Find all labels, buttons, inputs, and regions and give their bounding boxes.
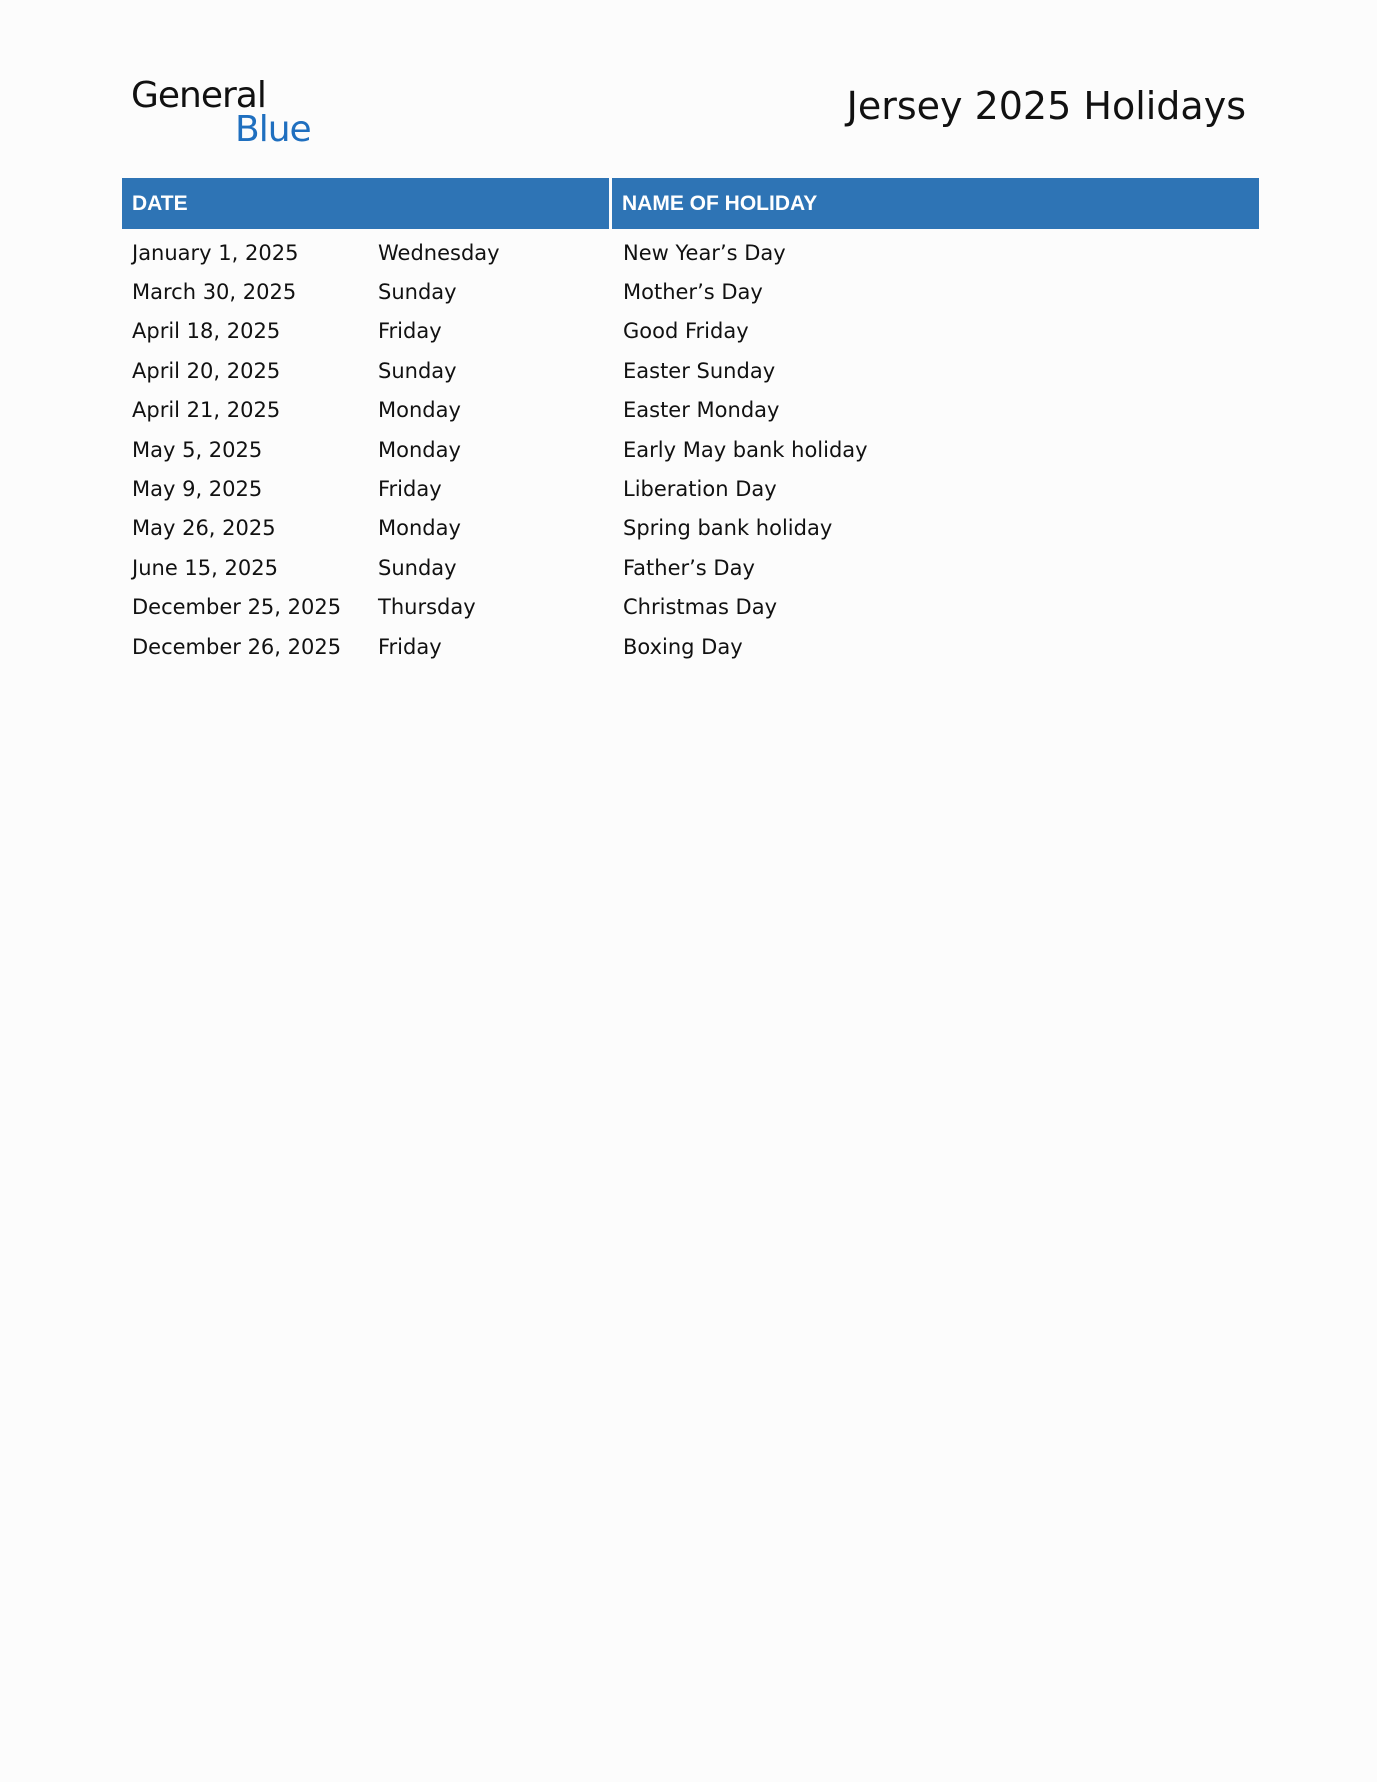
table-row <box>122 469 1259 508</box>
holiday-name: Easter Monday <box>623 398 780 423</box>
holiday-name: Spring bank holiday <box>623 516 833 541</box>
table-row <box>122 272 1259 311</box>
table-row <box>122 233 1259 272</box>
table-row <box>122 588 1259 627</box>
holiday-name-column-header: NAME OF HOLIDAY <box>612 178 1259 229</box>
holiday-date: December 25, 2025 <box>132 595 342 620</box>
holiday-weekday: Sunday <box>378 358 457 383</box>
table-row <box>122 548 1259 587</box>
holiday-date: May 26, 2025 <box>132 516 276 541</box>
holiday-weekday: Wednesday <box>378 240 500 265</box>
holiday-date: April 21, 2025 <box>132 398 281 423</box>
holiday-weekday: Sunday <box>378 555 457 580</box>
holiday-date: December 26, 2025 <box>132 634 342 659</box>
table-body <box>122 233 1259 666</box>
holiday-name: Christmas Day <box>623 595 778 620</box>
table-row <box>122 312 1259 351</box>
logo-blue-text: Blue <box>235 109 311 150</box>
table-row <box>122 509 1259 548</box>
holiday-weekday: Sunday <box>378 280 457 305</box>
holiday-date: April 18, 2025 <box>132 319 281 344</box>
logo-general-text: General <box>131 75 266 116</box>
holiday-weekday: Friday <box>378 634 442 659</box>
holiday-date: March 30, 2025 <box>132 280 297 305</box>
holiday-name: Early May bank holiday <box>623 437 868 462</box>
holiday-weekday: Monday <box>378 398 461 423</box>
holiday-name: Father’s Day <box>623 555 755 580</box>
holiday-date: May 9, 2025 <box>132 477 263 502</box>
holiday-table <box>122 178 1259 666</box>
date-column-header: DATE <box>122 178 609 229</box>
holiday-date: May 5, 2025 <box>132 437 263 462</box>
table-header <box>122 178 1259 229</box>
table-row <box>122 430 1259 469</box>
holiday-date: June 15, 2025 <box>132 555 278 580</box>
table-row <box>122 351 1259 390</box>
holiday-name: Good Friday <box>623 319 749 344</box>
generalblue-logo <box>131 75 331 150</box>
table-row <box>122 391 1259 430</box>
holiday-date: January 1, 2025 <box>132 240 299 265</box>
table-row <box>122 627 1259 666</box>
holiday-weekday: Thursday <box>378 595 476 620</box>
holiday-date: April 20, 2025 <box>132 358 281 383</box>
holiday-name: Easter Sunday <box>623 358 776 383</box>
holiday-weekday: Friday <box>378 477 442 502</box>
holiday-name: Mother’s Day <box>623 280 763 305</box>
holiday-weekday: Monday <box>378 516 461 541</box>
holiday-weekday: Friday <box>378 319 442 344</box>
holiday-name: New Year’s Day <box>623 240 786 265</box>
holiday-name: Boxing Day <box>623 634 743 659</box>
page-title: Jersey 2025 Holidays <box>846 84 1246 128</box>
holiday-weekday: Monday <box>378 437 461 462</box>
holiday-name: Liberation Day <box>623 477 777 502</box>
